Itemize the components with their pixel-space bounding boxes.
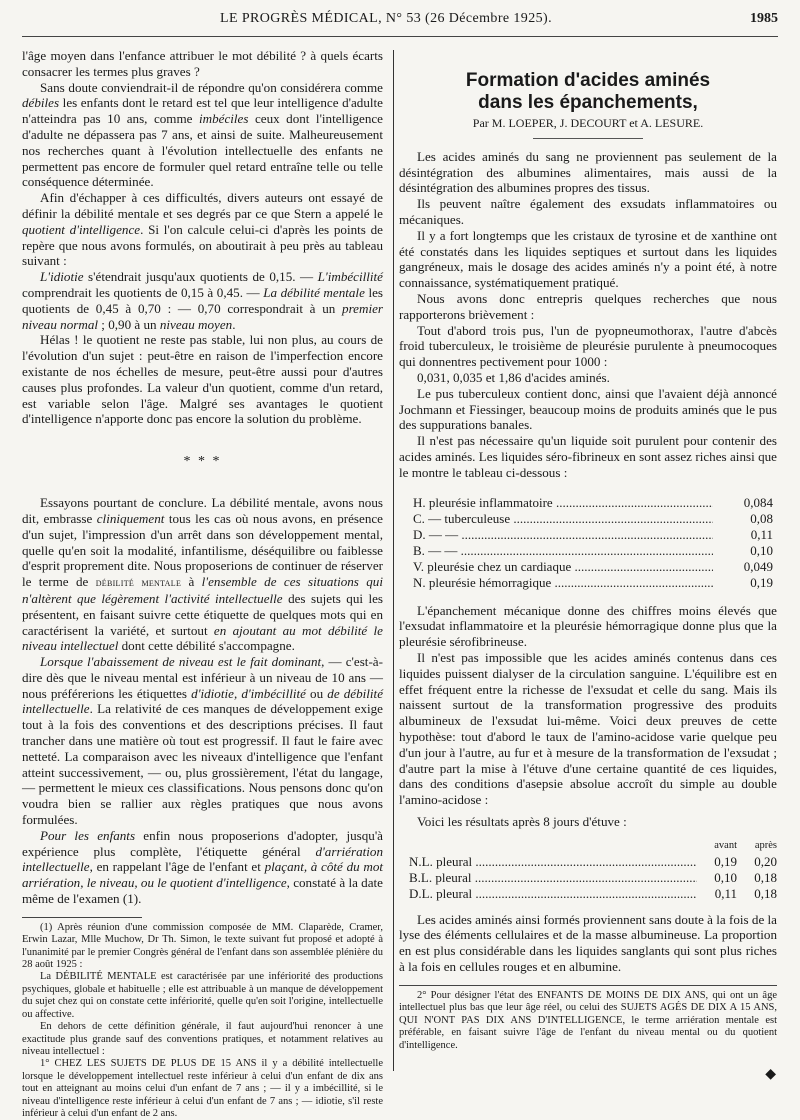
table-row: N. pleurésie hémorragique ..... 0,19 bbox=[413, 575, 777, 591]
diamond-ornament-icon: ◆ bbox=[765, 1067, 776, 1082]
article-authors: Par M. LOEPER, J. DECOURT et A. LESURE. bbox=[472, 116, 704, 130]
table-row: C. — tuberculeuse ..... 0,08 bbox=[413, 511, 777, 527]
paragraph: Nous avons donc entrepris quelques recherches que nous rapporterons brièvement : bbox=[399, 290, 777, 322]
paragraph: Sans doute conviendrait-il de répondre qu'on considérera comme débiles les enfants dont le retard est tel que leur intelligence d'adulte n'atteindra pas 10 ans, comme imbéciles ceux dont l'intelligence d'adulte ne dépassera pas 7 ans, et ainsi de suite. Malheureusement nos recherches quant à l'évolution intellectuelle des enfants ne permettent pas encore de formuler quel retard entraîne telle ou telle conséquence déterminée. bbox=[22, 79, 383, 190]
paragraph: Les acides aminés du sang ne proviennent pas seulement de la désintégration des albumines alimentaires, mais aussi de la désintégration des albumines propres des tissus. bbox=[399, 148, 777, 196]
footnote: En dehors de cette définition générale, il faut aujourd'hui renoncer à une exactitude plus grande sauf des conventions pratiques, et notamment relatives au niveau intellectuel : bbox=[22, 1021, 383, 1057]
header-rule bbox=[22, 36, 778, 37]
paragraph: Tout d'abord trois pus, l'un de pyopneumothorax, l'autre d'abcès froid tuberculeux, le troisième de pleurésie purulente à pneumocoques qui donnentres pectivement pour 1000 : bbox=[399, 322, 777, 370]
paragraph: Hélas ! le quotient ne reste pas stable, lui non plus, au cours de l'évolution d'un sujet : peut-être en raison de l'imperfection encore existante de nos échelles de mesure, peut-être aussi pour d'autres causes plus profondes. La valeur d'un quotient, comme d'un retard, est variable selon l'âge. Malgré ses avantages le quotient d'intelligence n'apporte donc pas encore la solution du problème. bbox=[22, 332, 383, 427]
footnote-rule bbox=[399, 985, 777, 986]
table-row: H. pleurésie inflammatoire ..... 0,084 bbox=[413, 495, 777, 511]
table-row: D. — — ..... 0,11 bbox=[413, 527, 777, 543]
paragraph: Il n'est pas nécessaire qu'un liquide soit purulent pour contenir des acides aminés. Les liquides séro-fibrineux en sont assez riches ainsi que le montre le tableau ci-dessous : bbox=[399, 433, 777, 480]
results-table bbox=[409, 838, 777, 902]
footnote: 2° Pour désigner l'état des ENFANTS DE MOINS DE DIX ANS, qui ont un âge intellectuel plus bas que leur âge réel, ou celui des SUJETS AGÉS DE DIX A 15 ANS, QUI N'ONT PAS DIX ANS D'INTELLIGENCE, le terme arriération mentale est préférable, en faisant suivre l'âge de l'enfant du niveau mental ou du quotient d'intelligence. bbox=[399, 989, 777, 1051]
table-row: D.L. pleural ..... 0,11 0,18 bbox=[409, 886, 777, 902]
paragraph: Lorsque l'abaissement de niveau est le fait dominant, — c'est-à-dire dès que le niveau mental est inférieur à un niveau de 10 ans — nous préférerions les étiquettes d'idiotie, d'imbécillité ou de débilité intellectuelle. La relativité de ces manques de développement exige tout à la fois des conventions et des descriptions précises. Il faut trancher dans une matière où tout est progressif. Il faut le faire avec netteté. La comparaison avec les niveaux d'intelligence que l'enfant atteint successivement, — ou, plus grossièrement, l'état du langage, — permettent le mieux ces classifications. Nous pensons donc qu'on voudra bien se rallier aux règles pratiques que nous avons formulées. bbox=[22, 654, 384, 828]
table-row: N.L. pleural ..... 0,19 0,20 bbox=[409, 854, 777, 870]
left-column bbox=[22, 48, 383, 1120]
paragraph: L'idiotie s'étendrait jusqu'aux quotients de 0,15. — L'imbécillité comprendrait les quotients de 0,15 à 0,45. — La débilité mentale les quotients de 0,45 à 0,70 : — 0,70 correspondrait à un premier niveau normal ; 0,90 à un niveau moyen. bbox=[22, 269, 383, 332]
footnote: (1) Après réunion d'une commission composée de MM. Claparède, Cramer, Erwin Lazar, Mlle Muchow, Dr Th. Simon, le texte suivant fut proposé et adopté à l'unanimité par le premier Congrès général de l'enfant dans son assemblée plénière du 28 août 1925 : bbox=[22, 921, 383, 971]
paragraph: l'âge moyen dans l'enfance attribuer le mot débilité ? à quels écarts consacrer les termes plus graves ? bbox=[22, 48, 383, 79]
paragraph: Le pus tuberculeux contient donc, ainsi que l'avaient déjà annoncé Jochmann et Fiessinger, beaucoup moins de produits aminés que le pus des suppurations banales. bbox=[399, 385, 777, 433]
footnote: La DÉBILITÉ MENTALE est caractérisée par une infériorité des productions psychiques, globale et habituelle ; elle est attribuable à un manque de développement du sujet chez qui on constate cette infériorité, quelle qu'en soit l'origine, intellectuelle ou affective. bbox=[22, 971, 383, 1020]
footnote: 1° CHEZ LES SUJETS DE PLUS DE 15 ANS il y a débilité intellectuelle lorsque le développement intellectuel reste inférieur à celui d'un enfant de dix ans tout en atteignant au moins celui d'un enfant de 7 ans ; — il y a imbécillité, si le niveau d'intelligence reste inférieur à celui d'un enfant de 7 ans ; — idiotie, s'il reste inférieur à celui d'un enfant de 2 ans. bbox=[22, 1058, 383, 1119]
footnote-rule bbox=[22, 917, 142, 918]
table-row: B. — — ..... 0,10 bbox=[413, 543, 777, 559]
section-separator-stars: * * * bbox=[183, 454, 222, 470]
journal-title: LE PROGRÈS MÉDICAL, N° 53 (26 Décembre 1925). bbox=[220, 11, 552, 26]
paragraph: Il n'est pas impossible que les acides aminés contenus dans ces liquides puissent dialyser de la circulation sanguine. L'équilibre est en effet fréquent entre la richesse de l'exsudat et celle du sang. Mais ils naissent surtout de la transformation progressive des produits albumineux de l'exsudat lui-même. Voici deux preuves de cette hypothèse: tout d'abord le taux de l'amino-acidose varie quelque peu d'un jour à l'autre, au fur et à mesure de la transformation de l'exsudat ; d'autre part la mise à l'étuve d'une certaine quantité de ces liquides, dans des conditions d'asepsie absolue accroît du simple au double l'amino-acidose : bbox=[399, 649, 777, 808]
paragraph: Les acides aminés ainsi formés proviennent sans doute à la fois de la lyse des éléments cellulaires et de la masse albumineuse. La proportion en est plus considérable dans les liquides sanglants qui sont plus riches à la fois en cellules rouges et en albumine. bbox=[399, 911, 777, 975]
paragraph: Il y a fort longtemps que les cristaux de tyrosine et de xanthine ont été constatés dans les liquides septiques et surtout dans les liquides gangréneux, mais le dosage des acides aminés n'y a point été, à notre connaissance, systématiquement pratiqué. bbox=[399, 227, 777, 291]
right-column bbox=[399, 48, 777, 1052]
running-header bbox=[22, 4, 778, 34]
table-row: B.L. pleural ..... 0,10 0,18 bbox=[409, 870, 777, 886]
table-row: V. pleurésie chez un cardiaque ..... 0,049 bbox=[413, 559, 777, 575]
results-header: avant après bbox=[714, 839, 777, 851]
paragraph: Pour les enfants enfin nous proposerions d'adopter, jusqu'à expérience plus complète, l'étiquette général d'arriération intellectuelle, en rappelant l'âge de l'enfant et plaçant, à côté du mot arriération, le niveau, ou le quotient d'intelligence, constaté à la date même de l'examen (1). bbox=[22, 827, 383, 907]
page-number: 1985 bbox=[750, 11, 778, 26]
pleurisy-table bbox=[413, 495, 777, 591]
paragraph: Ils peuvent naître également des exsudats inflammatoires ou mécaniques. bbox=[399, 196, 777, 227]
paragraph: 0,031, 0,035 et 1,86 d'acides aminés. bbox=[417, 369, 610, 385]
paragraph: Voici les résultats après 8 jours d'étuve : bbox=[417, 813, 627, 829]
paragraph: L'épanchement mécanique donne des chiffres moins élevés que l'exsudat inflammatoire et la pleurésie hémorragique donne plus que la pleurésie sérofibrineuse. bbox=[399, 602, 777, 650]
article-title: Formation d'acides aminés dans les épanchements, bbox=[465, 70, 711, 113]
paragraph: Essayons pourtant de conclure. La débilité mentale, avons nous dit, embrasse cliniquement tous les cas où nous avons, en présence d'un sujet, l'impression d'un arrêt dans son développement mental, quelle qu'en soit la modalité, infantilisme, déséquilibre ou faiblesse d'esprit proprement dite. Nous proposerions de continuer de réserver le terme de débilité mentale à l'ensemble de ces situations qui n'altèrent que légèrement l'activité intellectuelle des sujets qui les présentent, en faisant suivre cette étiquette de quelques mots qui en caractérisent la variété, et surtout en ajoutant au mot débilité le niveau intellectuel dont cette débilité s'accompagne. bbox=[22, 495, 384, 654]
column-separator bbox=[393, 50, 394, 1071]
title-rule bbox=[533, 138, 643, 139]
paragraph: Afin d'échapper à ces difficultés, divers auteurs ont essayé de définir la débilité mentale et ses degrés par ce que Stern a appelé le quotient d'intelligence. Si l'on calcule celui-ci d'après les points de repère que nous avons formulés, on aboutirait à peu près au tableau suivant : bbox=[22, 190, 383, 269]
